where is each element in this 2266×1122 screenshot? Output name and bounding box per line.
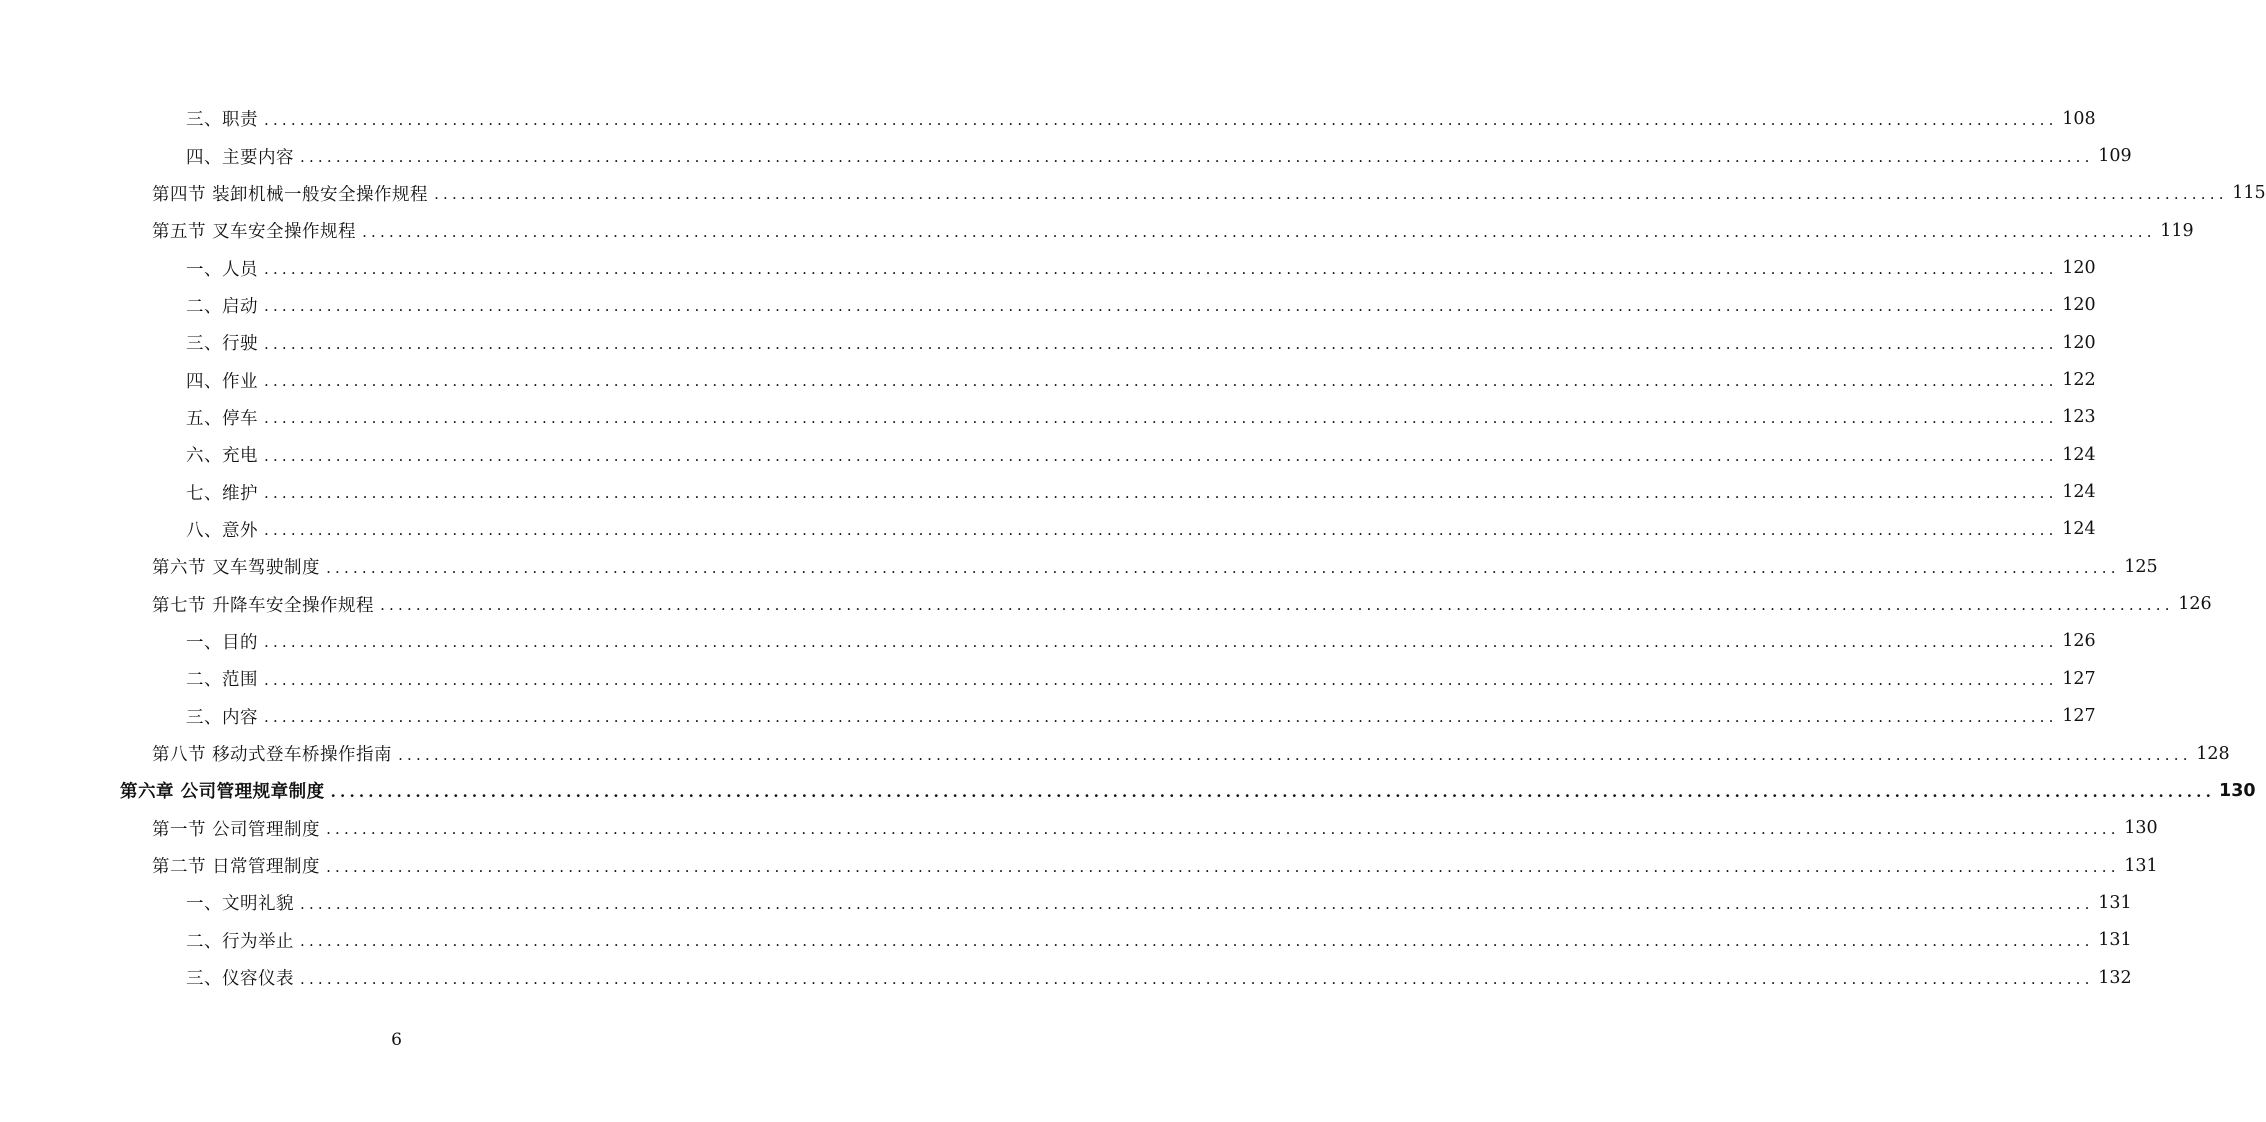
toc-entry-page-number: 130 — [2124, 818, 2158, 839]
toc-entry[interactable] — [0, 959, 2132, 996]
toc-entry[interactable] — [0, 698, 2096, 735]
toc-entry[interactable] — [0, 511, 2096, 548]
toc-entry[interactable] — [0, 922, 2132, 959]
toc-entry[interactable] — [0, 473, 2096, 510]
dot-leader: ........................................................................................................................................................................................................ — [380, 596, 2174, 615]
toc-entry-title: 三、内容 — [186, 707, 258, 728]
toc-entry-title: 一、目的 — [186, 632, 258, 653]
toc-entry[interactable] — [0, 847, 2158, 884]
dot-leader: ........................................................................................................................................................................................................ — [300, 969, 2094, 988]
toc-entry[interactable] — [0, 548, 2158, 585]
toc-entry-page-number: 120 — [2062, 332, 2096, 353]
dot-leader: ........................................................................................................................................................................................................ — [264, 409, 2058, 428]
toc-entry-title: 第四节 装卸机械一般安全操作规程 — [152, 184, 429, 205]
toc-entry-page-number: 124 — [2062, 519, 2096, 540]
toc-entry-title: 二、行为举止 — [186, 931, 294, 952]
toc-entry-title: 三、职责 — [186, 110, 258, 131]
dot-leader: ........................................................................................................................................................................................................ — [362, 222, 2156, 241]
toc-entry[interactable] — [0, 884, 2132, 921]
toc-entry-page-number: 124 — [2062, 444, 2096, 465]
toc-entry[interactable] — [0, 660, 2096, 697]
toc-entry-title: 第二节 日常管理制度 — [152, 857, 321, 878]
table-of-contents — [0, 100, 2266, 996]
dot-leader: ........................................................................................................................................................................................................ — [264, 484, 2058, 503]
toc-entry-title: 第六节 叉车驾驶制度 — [152, 558, 321, 579]
dot-leader: ........................................................................................................................................................................................................ — [434, 185, 2228, 204]
page-number: 6 — [391, 1030, 402, 1050]
toc-entry-title: 第八节 移动式登车桥操作指南 — [152, 745, 393, 766]
toc-entry[interactable] — [0, 100, 2096, 137]
toc-entry-title: 二、启动 — [186, 296, 258, 317]
dot-leader: ........................................................................................................................................................................................................ — [326, 558, 2120, 577]
toc-entry[interactable] — [0, 361, 2096, 398]
toc-entry-title: 第六章 公司管理规章制度 — [120, 782, 325, 803]
dot-leader: ........................................................................................................................................................................................................ — [264, 260, 2058, 279]
toc-entry-page-number: 109 — [2098, 146, 2132, 167]
dot-leader: ........................................................................................................................................................................................................ — [264, 521, 2058, 540]
dot-leader: ........................................................................................................................................................................................................ — [300, 894, 2094, 913]
toc-entry[interactable] — [0, 585, 2212, 622]
dot-leader: ........................................................................................................................................................................................................ — [398, 745, 2192, 764]
toc-entry-title: 一、人员 — [186, 259, 258, 280]
toc-entry-title: 一、文明礼貌 — [186, 894, 294, 915]
dot-leader: ........................................................................................................................................................................................................ — [264, 633, 2058, 652]
dot-leader: ........................................................................................................................................................................................................ — [326, 857, 2120, 876]
dot-leader: ........................................................................................................................................................................................................ — [264, 297, 2058, 316]
toc-entry[interactable] — [0, 287, 2096, 324]
toc-entry[interactable] — [0, 175, 2266, 212]
toc-entry-title: 三、行驶 — [186, 334, 258, 355]
toc-entry-page-number: 130 — [2219, 780, 2256, 801]
toc-entry-page-number: 120 — [2062, 295, 2096, 316]
toc-entry-page-number: 131 — [2098, 892, 2132, 913]
toc-entry-title: 七、维护 — [186, 483, 258, 504]
dot-leader: ........................................................................................................................................................................................................ — [330, 782, 2216, 801]
toc-entry[interactable] — [0, 810, 2158, 847]
dot-leader: ........................................................................................................................................................................................................ — [264, 670, 2058, 689]
toc-entry-title: 八、意外 — [186, 520, 258, 541]
toc-entry[interactable] — [0, 735, 2230, 772]
dot-leader: ........................................................................................................................................................................................................ — [264, 372, 2058, 391]
toc-entry-page-number: 126 — [2062, 631, 2096, 652]
toc-entry-title: 三、仪容仪表 — [186, 969, 294, 990]
toc-entry-title: 四、作业 — [186, 371, 258, 392]
dot-leader: ........................................................................................................................................................................................................ — [264, 334, 2058, 353]
toc-entry-page-number: 124 — [2062, 482, 2096, 503]
toc-entry-title: 第一节 公司管理制度 — [152, 819, 321, 840]
toc-entry[interactable] — [0, 212, 2194, 249]
toc-entry[interactable] — [0, 436, 2096, 473]
toc-entry-page-number: 127 — [2062, 706, 2096, 727]
toc-entry-title: 第五节 叉车安全操作规程 — [152, 222, 357, 243]
toc-entry-title: 二、范围 — [186, 670, 258, 691]
dot-leader: ........................................................................................................................................................................................................ — [300, 148, 2094, 167]
toc-entry[interactable] — [0, 772, 2256, 809]
toc-entry-page-number: 132 — [2098, 967, 2132, 988]
toc-entry-title: 五、停车 — [186, 408, 258, 429]
toc-entry-page-number: 108 — [2062, 108, 2096, 129]
toc-entry-page-number: 123 — [2062, 407, 2096, 428]
toc-entry-page-number: 128 — [2196, 743, 2230, 764]
toc-entry-page-number: 115 — [2232, 183, 2266, 204]
toc-entry-page-number: 131 — [2098, 930, 2132, 951]
toc-entry-title: 四、主要内容 — [186, 147, 294, 168]
toc-entry-page-number: 131 — [2124, 855, 2158, 876]
dot-leader: ........................................................................................................................................................................................................ — [264, 110, 2058, 129]
toc-entry-page-number: 119 — [2160, 220, 2194, 241]
toc-entry[interactable] — [0, 137, 2132, 174]
toc-entry-page-number: 122 — [2062, 370, 2096, 391]
toc-entry-page-number: 127 — [2062, 668, 2096, 689]
dot-leader: ........................................................................................................................................................................................................ — [300, 932, 2094, 951]
toc-entry-title: 第七节 升降车安全操作规程 — [152, 595, 375, 616]
toc-entry-page-number: 125 — [2124, 556, 2158, 577]
toc-entry[interactable] — [0, 324, 2096, 361]
toc-entry-page-number: 126 — [2178, 594, 2212, 615]
dot-leader: ........................................................................................................................................................................................................ — [326, 820, 2120, 839]
toc-entry-page-number: 120 — [2062, 258, 2096, 279]
toc-entry[interactable] — [0, 399, 2096, 436]
toc-entry-title: 六、充电 — [186, 446, 258, 467]
toc-entry[interactable] — [0, 249, 2096, 286]
toc-entry[interactable] — [0, 623, 2096, 660]
dot-leader: ........................................................................................................................................................................................................ — [264, 708, 2058, 727]
dot-leader: ........................................................................................................................................................................................................ — [264, 446, 2058, 465]
